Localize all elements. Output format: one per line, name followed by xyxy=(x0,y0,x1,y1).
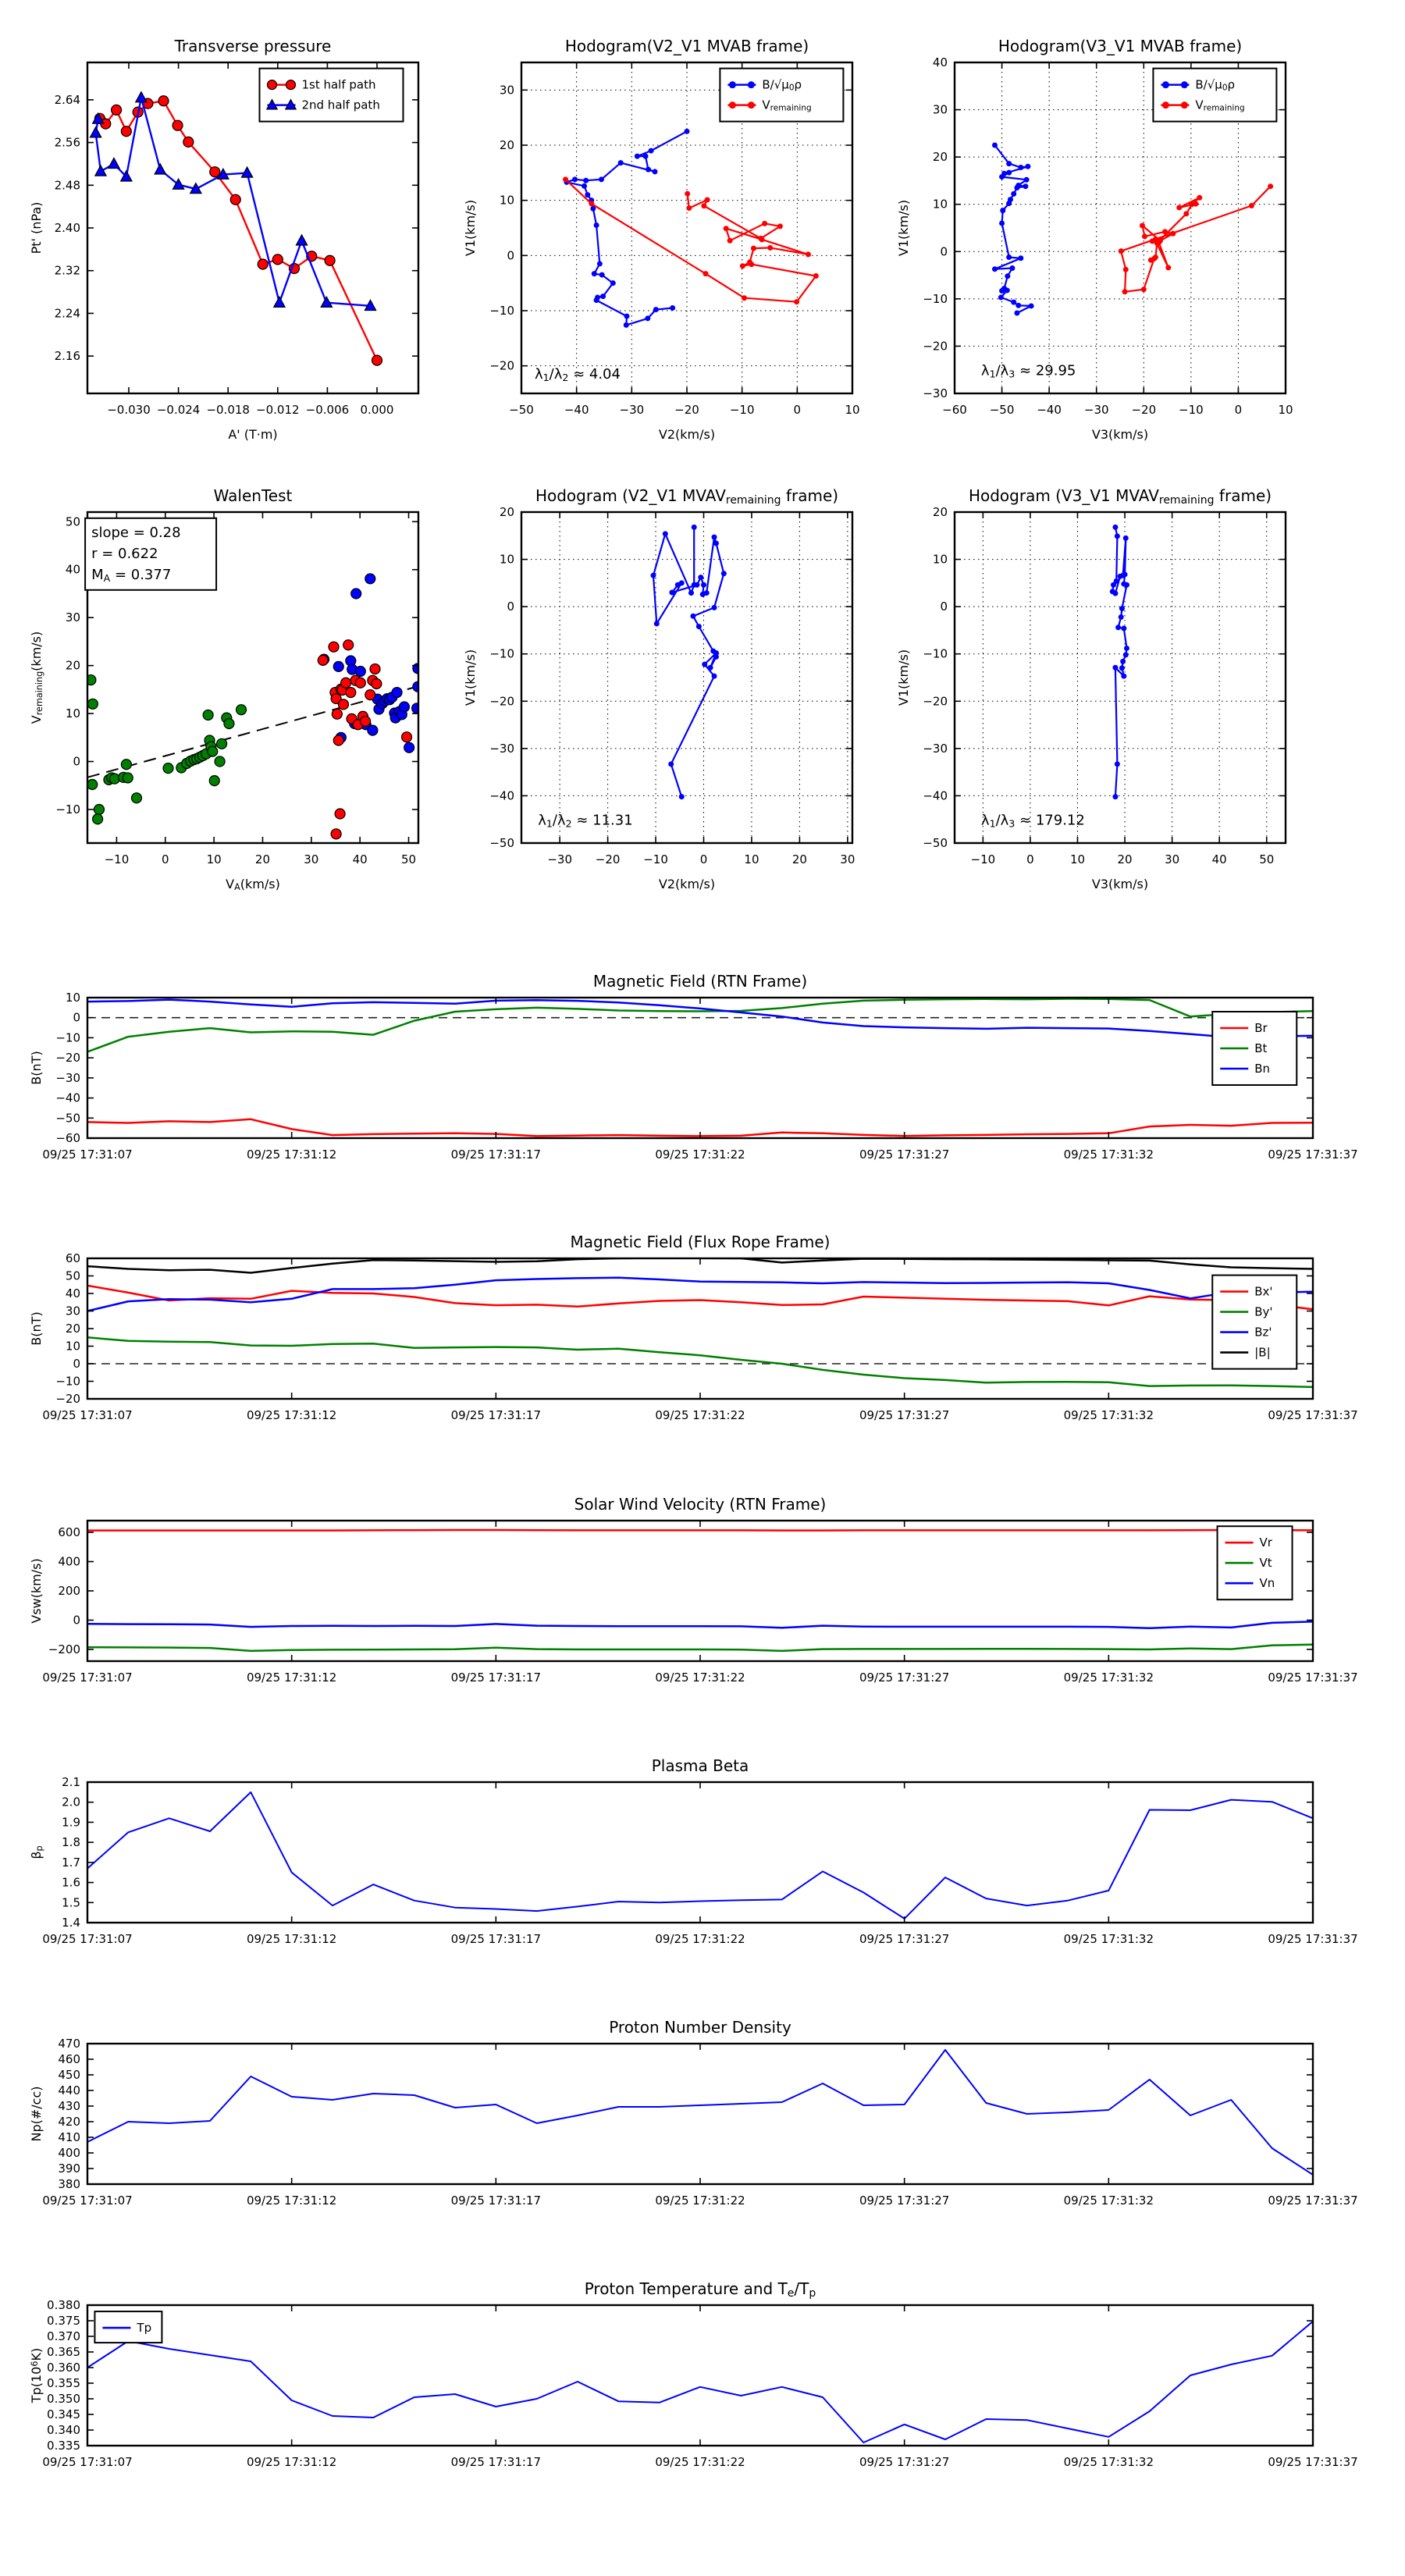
x-axis-label: V3(km/s) xyxy=(1091,427,1149,442)
x-tick-label: −10 xyxy=(729,403,755,417)
y-tick-label: −200 xyxy=(48,1642,80,1656)
y-tick-label: −40 xyxy=(923,788,948,803)
x-tick-label: 20 xyxy=(254,852,271,866)
y-tick-label: −30 xyxy=(923,386,948,400)
legend-label: B/√μ0ρ xyxy=(1195,77,1236,94)
x-tick-label: 09/25 17:31:27 xyxy=(859,1408,950,1422)
x-tick-label: 09/25 17:31:32 xyxy=(1063,1932,1154,1946)
y-tick-label: 2.56 xyxy=(54,135,80,150)
x-tick-label: −40 xyxy=(564,403,589,417)
x-tick-label: 40 xyxy=(1211,852,1227,866)
x-tick-label: 09/25 17:31:07 xyxy=(42,1408,133,1422)
y-tick-label: −20 xyxy=(923,694,948,709)
chart-magnetic-field-rtn xyxy=(29,972,1358,1162)
x-tick-label: 30 xyxy=(304,852,319,866)
x-tick-label: 10 xyxy=(206,852,222,866)
y-tick-label: 430 xyxy=(58,2099,80,2113)
y-axis-label: βp xyxy=(29,1845,45,1859)
x-tick-label: 09/25 17:31:37 xyxy=(1268,1147,1358,1162)
x-tick-label: −20 xyxy=(1131,403,1157,417)
chart-title: Hodogram(V3_V1 MVAB frame) xyxy=(998,37,1243,55)
x-axis-label: VA(km/s) xyxy=(226,877,280,893)
chart-transverse-pressure xyxy=(29,37,418,442)
chart-title: Plasma Beta xyxy=(651,1756,749,1775)
x-tick-label: 0 xyxy=(1026,852,1034,866)
x-tick-label: −0.006 xyxy=(305,403,350,417)
x-tick-label: 0 xyxy=(699,852,708,866)
x-tick-label: 09/25 17:31:27 xyxy=(859,1147,950,1162)
x-tick-label: 09/25 17:31:12 xyxy=(246,2455,337,2469)
x-tick-label: 0 xyxy=(793,403,802,417)
y-tick-label: 0.335 xyxy=(47,2439,80,2453)
y-axis-label: B(nT) xyxy=(29,1311,44,1346)
y-tick-label: 50 xyxy=(65,514,80,529)
x-tick-label: 09/25 17:31:32 xyxy=(1063,2194,1154,2208)
y-tick-label: 460 xyxy=(58,2052,80,2066)
x-tick-label: 10 xyxy=(1278,403,1293,417)
y-tick-label: 2.32 xyxy=(54,263,80,278)
x-tick-label: 09/25 17:31:32 xyxy=(1063,1670,1154,1685)
y-tick-label: 10 xyxy=(932,552,948,567)
y-tick-label: −60 xyxy=(55,1131,80,1145)
chart-title: Magnetic Field (Flux Rope Frame) xyxy=(570,1233,831,1251)
y-tick-label: 0 xyxy=(507,248,514,263)
y-tick-label: −10 xyxy=(55,1030,80,1045)
y-tick-label: 2.48 xyxy=(54,178,80,193)
x-tick-label: 09/25 17:31:07 xyxy=(42,2194,133,2208)
chart-walen-test xyxy=(29,486,423,892)
y-tick-label: 40 xyxy=(65,1286,80,1300)
y-tick-label: 30 xyxy=(65,610,80,625)
chart-title: Hodogram(V2_V1 MVAB frame) xyxy=(564,37,809,55)
y-axis-label: B(nT) xyxy=(29,1051,44,1085)
chart-title: Magnetic Field (RTN Frame) xyxy=(592,972,808,991)
y-tick-label: 0 xyxy=(940,600,948,614)
y-tick-label: −20 xyxy=(923,339,948,354)
y-axis-label: V1(km/s) xyxy=(896,649,911,706)
y-axis-label: Tp(106K) xyxy=(29,2347,44,2403)
annotation: MA = 0.377 xyxy=(91,566,172,584)
x-tick-label: 30 xyxy=(840,852,855,866)
x-tick-label: 09/25 17:31:17 xyxy=(450,1670,542,1685)
y-tick-label: 420 xyxy=(58,2115,80,2129)
x-tick-label: −10 xyxy=(643,852,668,866)
chart-title: Solar Wind Velocity (RTN Frame) xyxy=(574,1495,827,1514)
legend xyxy=(94,2311,162,2343)
legend xyxy=(1153,69,1276,122)
y-axis-label: V1(km/s) xyxy=(463,199,478,257)
annotation: λ1/λ2 ≈ 11.31 xyxy=(538,812,633,830)
legend-label: 1st half path xyxy=(301,77,376,92)
annotation: r = 0.622 xyxy=(91,545,158,562)
legend xyxy=(1212,1012,1297,1085)
x-tick-label: −0.018 xyxy=(206,403,250,417)
legend xyxy=(259,69,403,122)
x-tick-label: −20 xyxy=(595,852,621,866)
x-tick-label: 50 xyxy=(1259,852,1275,866)
y-tick-label: 1.8 xyxy=(62,1835,80,1850)
y-tick-label: −50 xyxy=(55,1111,80,1126)
x-tick-label: −30 xyxy=(619,403,645,417)
y-tick-label: −40 xyxy=(55,1091,80,1105)
y-tick-label: 0.345 xyxy=(47,2407,80,2421)
x-tick-label: 09/25 17:31:12 xyxy=(246,2194,337,2208)
y-tick-label: 2.0 xyxy=(62,1795,80,1809)
y-tick-label: 1.4 xyxy=(62,1916,80,1930)
y-tick-label: 0.350 xyxy=(47,2392,80,2406)
x-tick-label: 0 xyxy=(1234,403,1243,417)
y-tick-label: 1.6 xyxy=(62,1875,80,1890)
y-tick-label: 20 xyxy=(65,658,80,673)
x-axis-label: A' (T·m) xyxy=(228,427,278,442)
y-tick-label: −10 xyxy=(489,646,514,661)
chart-hodogram-v3v1-mvav xyxy=(896,486,1286,891)
x-tick-label: 10 xyxy=(744,852,759,866)
x-tick-label: 09/25 17:31:22 xyxy=(655,1408,745,1422)
x-tick-label: −60 xyxy=(942,403,967,417)
x-axis-label: V3(km/s) xyxy=(1091,877,1149,891)
y-tick-label: 30 xyxy=(499,83,514,98)
y-tick-label: −50 xyxy=(489,836,514,850)
chart-title: Proton Temperature and Te/Tp xyxy=(584,2279,816,2300)
chart-hodogram-v3v1-mvab xyxy=(896,37,1293,442)
x-tick-label: 09/25 17:31:07 xyxy=(42,2455,133,2469)
y-tick-label: 0.365 xyxy=(47,2345,80,2359)
y-tick-label: 40 xyxy=(932,55,948,69)
chart-title: Transverse pressure xyxy=(174,37,332,55)
x-tick-label: 0.000 xyxy=(360,403,394,417)
legend-label: Bt xyxy=(1254,1041,1268,1055)
x-tick-label: 09/25 17:31:22 xyxy=(655,1932,745,1946)
y-tick-label: 400 xyxy=(58,2146,80,2160)
x-tick-label: 30 xyxy=(1165,852,1180,866)
x-tick-label: 09/25 17:31:27 xyxy=(859,1670,950,1685)
x-tick-label: −50 xyxy=(989,403,1015,417)
y-tick-label: 60 xyxy=(65,1251,80,1265)
chart-title: Proton Number Density xyxy=(609,2018,791,2037)
x-tick-label: 09/25 17:31:12 xyxy=(246,1408,337,1422)
legend-label: 2nd half path xyxy=(301,98,380,112)
y-tick-label: 1.5 xyxy=(62,1895,80,1910)
y-tick-label: 0 xyxy=(940,244,948,259)
y-tick-label: 380 xyxy=(58,2177,80,2191)
chart-title: WalenTest xyxy=(213,486,293,505)
y-tick-label: 10 xyxy=(65,706,80,721)
legend-label: B/√μ0ρ xyxy=(762,77,802,94)
y-tick-label: 1.7 xyxy=(62,1855,80,1870)
y-tick-label: −10 xyxy=(923,291,948,306)
x-tick-label: 09/25 17:31:07 xyxy=(42,1670,133,1685)
x-tick-label: 50 xyxy=(400,852,417,866)
y-tick-label: 400 xyxy=(58,1554,80,1569)
x-tick-label: 09/25 17:31:37 xyxy=(1268,2194,1358,2208)
y-tick-label: −20 xyxy=(489,358,514,373)
annotation: λ1/λ3 ≈ 29.95 xyxy=(980,362,1076,380)
chart-plasma-beta xyxy=(29,1756,1358,1946)
x-tick-label: 09/25 17:31:37 xyxy=(1268,1670,1358,1685)
y-tick-label: −30 xyxy=(55,1070,80,1085)
y-tick-label: 600 xyxy=(58,1525,80,1539)
y-tick-label: 0.375 xyxy=(47,2314,80,2328)
legend-label: Vt xyxy=(1259,1556,1272,1571)
y-tick-label: 0 xyxy=(73,1613,80,1628)
legend-label: Vremaining xyxy=(762,98,812,114)
y-tick-label: 1.9 xyxy=(62,1815,80,1830)
y-tick-label: −30 xyxy=(489,741,514,756)
y-tick-label: 10 xyxy=(65,1339,80,1354)
x-tick-label: 09/25 17:31:37 xyxy=(1268,1932,1358,1946)
x-tick-label: 20 xyxy=(1117,852,1133,866)
y-tick-label: 2.24 xyxy=(54,306,80,321)
x-tick-label: 09/25 17:31:12 xyxy=(246,1147,337,1162)
annotation: slope = 0.28 xyxy=(91,524,181,541)
x-tick-label: 09/25 17:31:12 xyxy=(246,1932,337,1946)
legend-label: Bz' xyxy=(1254,1325,1272,1340)
x-tick-label: 0 xyxy=(161,852,169,866)
y-axis-label: Vsw(km/s) xyxy=(29,1558,44,1624)
y-axis-label: V1(km/s) xyxy=(463,649,478,706)
x-tick-label: 09/25 17:31:22 xyxy=(655,2194,745,2208)
legend-label: Vremaining xyxy=(1195,98,1245,114)
y-tick-label: 0.380 xyxy=(47,2298,80,2312)
y-tick-label: 0.360 xyxy=(47,2361,80,2375)
y-tick-label: −20 xyxy=(55,1392,80,1406)
y-tick-label: −10 xyxy=(923,646,948,661)
y-axis-label: Np(#/cc) xyxy=(29,2086,44,2142)
x-tick-label: 09/25 17:31:32 xyxy=(1063,1147,1154,1162)
x-tick-label: −20 xyxy=(674,403,699,417)
x-tick-label: −10 xyxy=(970,852,996,866)
chart-hodogram-v2v1-mvab xyxy=(463,37,860,442)
chart-solar-wind-velocity xyxy=(29,1495,1358,1685)
y-axis-label: Vremaining(km/s) xyxy=(29,631,45,724)
y-tick-label: 10 xyxy=(499,552,514,567)
chart-hodogram-v2v1-mvav xyxy=(463,486,855,891)
annotation: λ1/λ3 ≈ 179.12 xyxy=(980,812,1085,830)
y-tick-label: 2.16 xyxy=(54,349,80,364)
x-tick-label: 09/25 17:31:07 xyxy=(42,1932,133,1946)
y-tick-label: 200 xyxy=(58,1584,80,1598)
x-tick-label: 10 xyxy=(845,403,860,417)
y-tick-label: 470 xyxy=(58,2037,80,2051)
y-tick-label: 390 xyxy=(58,2161,80,2176)
x-tick-label: −30 xyxy=(547,852,572,866)
chart-title: Hodogram (V2_V1 MVAVremaining frame) xyxy=(535,486,839,507)
chart-proton-number-density xyxy=(29,2018,1358,2208)
x-tick-label: 09/25 17:31:32 xyxy=(1063,2455,1154,2469)
y-tick-label: 20 xyxy=(65,1322,80,1336)
x-tick-label: 09/25 17:31:17 xyxy=(450,1932,542,1946)
y-tick-label: 0 xyxy=(73,1010,80,1025)
x-tick-label: 09/25 17:31:12 xyxy=(246,1670,337,1685)
y-tick-label: 40 xyxy=(65,562,80,577)
legend-label: Bx' xyxy=(1254,1284,1273,1299)
x-tick-label: 09/25 17:31:22 xyxy=(655,2455,745,2469)
y-tick-label: −30 xyxy=(923,741,948,756)
y-tick-label: 30 xyxy=(932,102,948,117)
x-axis-label: V2(km/s) xyxy=(658,877,716,891)
y-tick-label: −40 xyxy=(489,788,514,803)
y-tick-label: 30 xyxy=(65,1304,80,1318)
x-tick-label: −10 xyxy=(1179,403,1204,417)
x-tick-label: 09/25 17:31:27 xyxy=(859,1932,950,1946)
chart-title: Hodogram (V3_V1 MVAVremaining frame) xyxy=(968,486,1272,507)
legend-label: Vn xyxy=(1259,1576,1275,1591)
x-tick-label: −0.012 xyxy=(256,403,300,417)
y-tick-label: 20 xyxy=(932,150,948,165)
y-tick-label: 10 xyxy=(65,991,80,1005)
legend-label: Bn xyxy=(1254,1062,1271,1076)
x-tick-label: 10 xyxy=(1069,852,1086,866)
y-tick-label: 50 xyxy=(65,1268,80,1283)
x-tick-label: 09/25 17:31:37 xyxy=(1268,1408,1358,1422)
y-tick-label: 20 xyxy=(499,138,514,152)
y-tick-label: −20 xyxy=(489,694,514,709)
legend-label: Vr xyxy=(1259,1535,1272,1550)
legend-label: By' xyxy=(1254,1304,1273,1319)
y-axis-label: Pt' (nPa) xyxy=(29,201,44,254)
y-tick-label: 440 xyxy=(58,2083,80,2097)
y-tick-label: 0 xyxy=(507,600,514,614)
legend-label: |B| xyxy=(1254,1345,1271,1360)
x-tick-label: −50 xyxy=(509,403,534,417)
x-tick-label: −0.024 xyxy=(156,403,201,417)
x-tick-label: 40 xyxy=(352,852,368,866)
y-tick-label: 2.64 xyxy=(54,92,80,107)
x-tick-label: −0.030 xyxy=(107,403,151,417)
y-tick-label: −20 xyxy=(55,1051,80,1066)
y-tick-label: 20 xyxy=(499,505,514,519)
chart-magnetic-field-flux-rope xyxy=(29,1233,1358,1422)
x-tick-label: 09/25 17:31:17 xyxy=(450,2455,542,2469)
y-tick-label: 20 xyxy=(932,505,948,519)
x-tick-label: 09/25 17:31:32 xyxy=(1063,1408,1154,1422)
x-tick-label: 09/25 17:31:17 xyxy=(450,1408,542,1422)
y-tick-label: 450 xyxy=(58,2068,80,2082)
x-tick-label: 09/25 17:31:37 xyxy=(1268,2455,1358,2469)
x-tick-label: −40 xyxy=(1037,403,1062,417)
y-tick-label: 0.340 xyxy=(47,2423,80,2437)
x-tick-label: 09/25 17:31:07 xyxy=(42,1147,133,1162)
y-tick-label: 0 xyxy=(73,754,80,769)
y-tick-label: 10 xyxy=(932,197,948,212)
y-tick-label: −10 xyxy=(489,304,514,318)
x-tick-label: 09/25 17:31:17 xyxy=(450,2194,542,2208)
y-tick-label: 10 xyxy=(499,193,514,208)
x-tick-label: 09/25 17:31:22 xyxy=(655,1147,745,1162)
y-tick-label: 410 xyxy=(58,2130,80,2144)
x-tick-label: 09/25 17:31:27 xyxy=(859,2455,950,2469)
legend-label: Br xyxy=(1254,1021,1268,1035)
y-tick-label: −50 xyxy=(923,836,948,850)
y-axis-label: V1(km/s) xyxy=(896,199,911,257)
legend xyxy=(1218,1526,1293,1599)
chart-proton-temperature xyxy=(29,2279,1358,2469)
legend xyxy=(720,69,843,122)
legend xyxy=(1212,1276,1297,1369)
y-tick-label: 0 xyxy=(73,1357,80,1371)
y-tick-label: −10 xyxy=(55,1374,80,1389)
x-axis-label: V2(km/s) xyxy=(658,427,716,442)
x-tick-label: 20 xyxy=(791,852,807,866)
y-tick-label: −10 xyxy=(55,802,80,817)
y-tick-label: 2.1 xyxy=(62,1775,80,1789)
y-tick-label: 0.370 xyxy=(47,2329,80,2343)
legend-label: Tp xyxy=(137,2321,152,2336)
x-tick-label: 09/25 17:31:27 xyxy=(859,2194,950,2208)
x-tick-label: 09/25 17:31:17 xyxy=(450,1147,542,1162)
annotation: λ1/λ2 ≈ 4.04 xyxy=(534,365,621,383)
x-tick-label: 09/25 17:31:22 xyxy=(655,1670,745,1685)
x-tick-label: −10 xyxy=(104,852,130,866)
y-tick-label: 0.355 xyxy=(47,2376,80,2390)
x-tick-label: −30 xyxy=(1083,403,1109,417)
y-tick-label: 2.40 xyxy=(54,221,80,235)
